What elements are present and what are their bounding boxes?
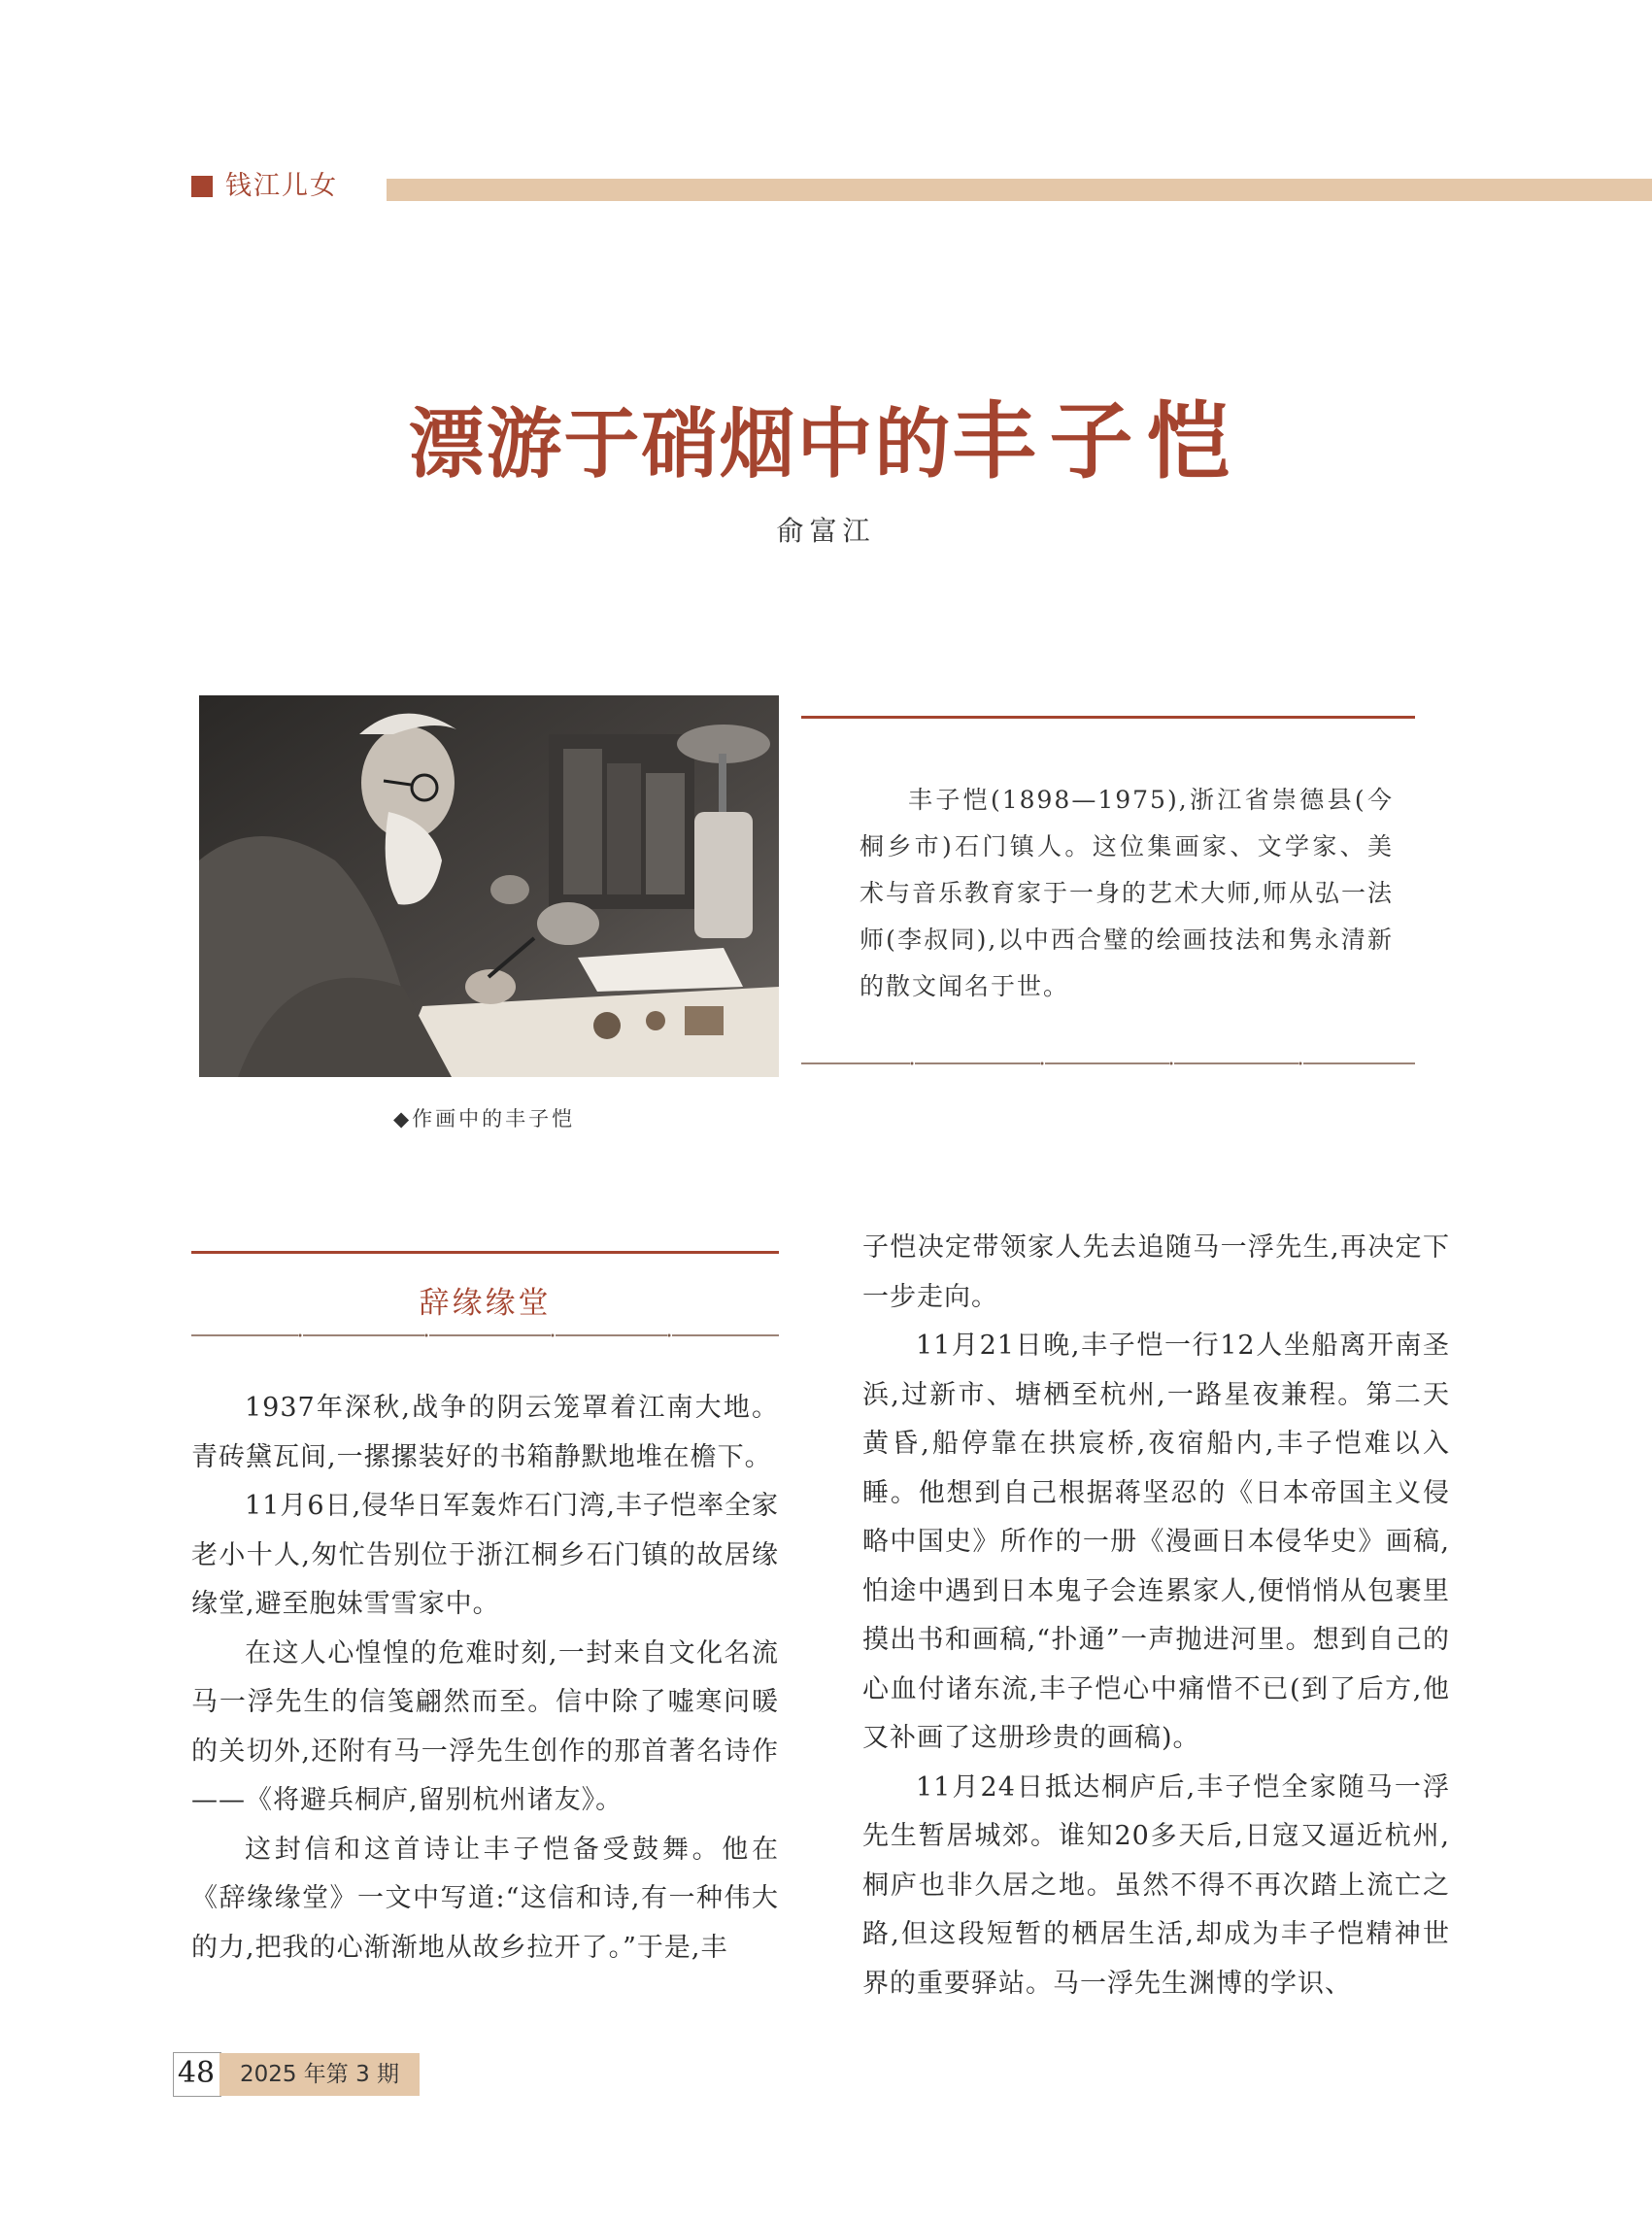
section-label: 钱江儿女 [225,171,338,201]
right-column [862,1224,1450,2008]
section-heading: 辞缘缘堂 [419,1286,552,1321]
left-column [191,1384,779,1972]
paragraph: 11月21日晚,丰子恺一行12人坐船离开南圣浜,过新市、塘栖至杭州,一路星夜兼程。第二天黄昏,船停靠在拱宸桥,夜宿船内,丰子恺难以入睡。他想到自己根据蒋坚忍的《日本帝国主义侵略中国史》所作的一册《漫画日本侵华史》画稿,怕途中遇到日本鬼子会连累家人,便悄悄从包裹里摸出书和画稿,“扑通”一声抛进河里。想到自己的心血付诸东流,丰子恺心中痛惜不已(到了后方,他又补画了这册珍贵的画稿)。 [862,1331,1450,1753]
photo-caption: ◆作画中的丰子恺 [393,1107,576,1130]
paragraph: 1937年深秋,战争的阴云笼罩着江南大地。青砖黛瓦间,一摞摞装好的书箱静默地堆在檐下。 [191,1393,779,1472]
author-name: 俞富江 [776,515,876,547]
bio-paragraph: 丰子恺(1898—1975),浙江省崇德县(今桐乡市)石门镇人。这位集画家、文学家、美术与音乐教育家于一身的艺术大师,师从弘一法师(李叔同),以中西合璧的绘画技法和隽永清新的散文闻名于世。 [860,786,1394,1000]
paragraph: 11月6日,侵华日军轰炸石门湾,丰子恺率全家老小十人,匆忙告别位于浙江桐乡石门镇的故居缘缘堂,避至胞妹雪雪家中。 [191,1491,779,1619]
page-number: 48 [177,2056,216,2090]
bio-bottom-rule [801,1061,1415,1066]
section-bottom-rule [191,1332,779,1338]
paragraph: 这封信和这首诗让丰子恺备受鼓舞。他在《辞缘缘堂》一文中写道:“这信和诗,有一种伟大的力,把我的心渐渐地从故乡拉开了。”于是,丰 [191,1834,779,1963]
paragraph: 11月24日抵达桐庐后,丰子恺全家随马一浮先生暂居城郊。谁知20多天后,日寇又逼近杭州,桐庐也非久居之地。虽然不得不再次踏上流亡之路,但这段短暂的栖居生活,却成为丰子恺精神世界的重要驿站。马一浮先生渊博的学识、 [862,1771,1450,1999]
bio-top-rule [801,716,1415,719]
paragraph: 在这人心惶惶的危难时刻,一封来自文化名流马一浮先生的信笺翩然而至。信中除了嘘寒问暖的关切外,还附有马一浮先生创作的那首著名诗作——《将避兵桐庐,留别杭州诸友》。 [191,1637,779,1815]
portrait-illustration [199,695,779,1077]
section-top-rule [191,1251,779,1254]
title-name: 丰子恺 [952,392,1244,490]
paragraph-continued: 子恺决定带领家人先去追随马一浮先生,再决定下一步走向。 [862,1232,1450,1312]
title-main: 漂游于硝烟中的 [408,400,953,489]
section-marker [191,176,213,197]
issue-label: 2025 年第 3 期 [239,2062,400,2087]
header-bar [387,179,1652,201]
bio-text [860,777,1394,1010]
portrait-photo [199,695,779,1077]
article-title [0,393,1652,493]
